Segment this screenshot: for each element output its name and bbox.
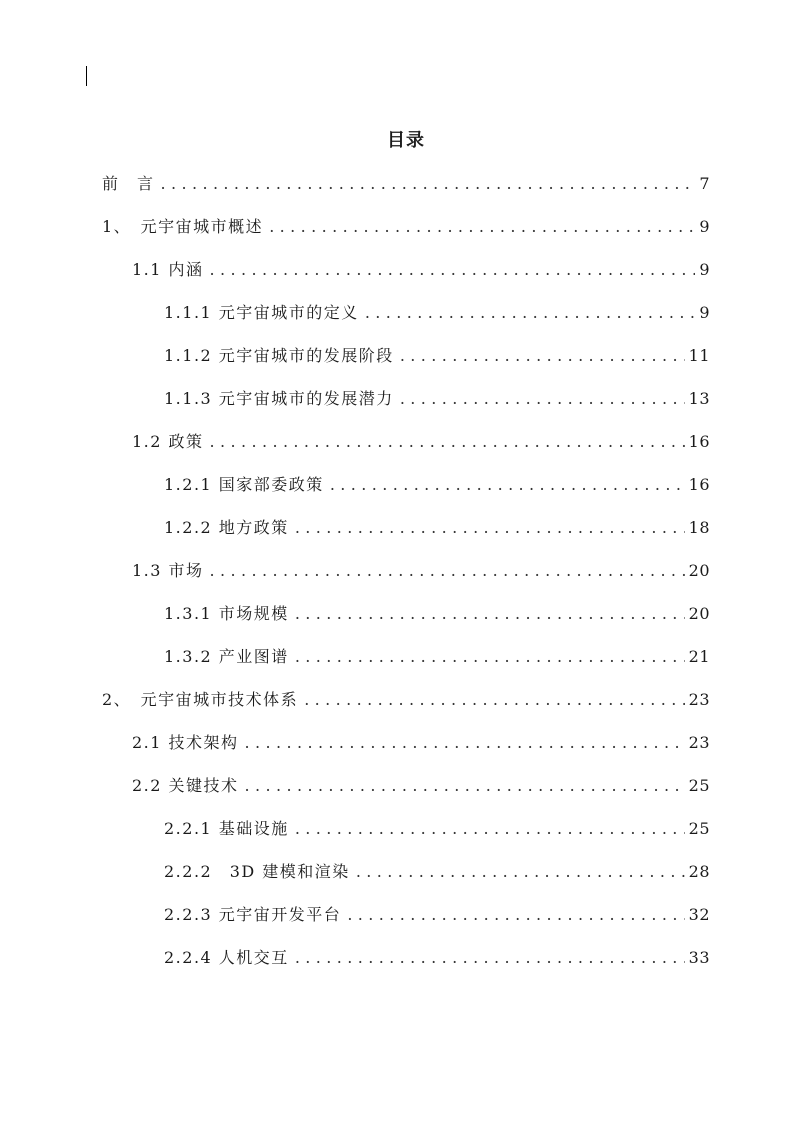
toc-entry-label: 2.2.4 人机交互 — [164, 948, 289, 967]
dot-leader — [245, 772, 685, 800]
toc-entry-label: 1.1 内涵 — [132, 260, 204, 279]
toc-entry-1-2-1[interactable] — [164, 471, 710, 499]
toc-entry-1-2[interactable] — [132, 428, 710, 456]
toc-entry-label: 1.3.2 产业图谱 — [164, 647, 289, 666]
dot-leader — [365, 299, 696, 327]
toc-page-number: 23 — [688, 733, 710, 752]
dot-leader — [400, 342, 685, 370]
toc-entry-label: 1.1.1 元宇宙城市的定义 — [164, 303, 359, 322]
toc-entry-1-1-1[interactable] — [164, 299, 710, 327]
toc-entry-label: 2.2 关键技术 — [132, 776, 239, 795]
toc-entry-1-1-2[interactable] — [164, 342, 710, 370]
toc-entry-label: 1.2.2 地方政策 — [164, 518, 289, 537]
toc-page-number: 25 — [688, 819, 710, 838]
toc-entry-2-2-4[interactable] — [164, 944, 710, 972]
dot-leader — [295, 514, 685, 542]
dot-leader — [210, 557, 685, 585]
toc-page-number: 25 — [688, 776, 710, 795]
dot-leader — [295, 600, 685, 628]
toc-page-number: 20 — [688, 604, 710, 623]
toc-entry-label: 2、 元宇宙城市技术体系 — [102, 690, 299, 709]
toc-entry-chapter-1[interactable] — [102, 213, 710, 241]
toc-entry-1-1[interactable] — [132, 256, 710, 284]
toc-entry-label: 2.2.2 3D 建模和渲染 — [164, 862, 350, 881]
dot-leader — [356, 858, 685, 886]
toc-entry-label: 1.2 政策 — [132, 432, 204, 451]
text-cursor — [86, 66, 87, 86]
toc-title: 目录 — [387, 130, 425, 151]
toc-entry-label: 2.2.3 元宇宙开发平台 — [164, 905, 342, 924]
dot-leader — [210, 428, 685, 456]
toc-page-number: 16 — [688, 432, 710, 451]
toc-entry-1-3-1[interactable] — [164, 600, 710, 628]
toc-entry-label: 1.1.2 元宇宙城市的发展阶段 — [164, 346, 394, 365]
toc-entry-preface[interactable] — [102, 170, 710, 198]
dot-leader — [161, 170, 696, 198]
toc-entry-label: 1、 元宇宙城市概述 — [102, 217, 264, 236]
toc-page-number: 13 — [688, 389, 710, 408]
toc-entry-1-1-3[interactable] — [164, 385, 710, 413]
dot-leader — [400, 385, 685, 413]
toc-page-number: 32 — [688, 905, 710, 924]
toc-entry-2-1[interactable] — [132, 729, 710, 757]
dot-leader — [210, 256, 696, 284]
toc-page-number: 11 — [688, 346, 710, 365]
toc-page-number: 21 — [688, 647, 710, 666]
toc-page-number: 16 — [688, 475, 710, 494]
dot-leader — [330, 471, 685, 499]
dot-leader — [347, 901, 684, 929]
toc-page-number: 18 — [688, 518, 710, 537]
toc-entry-label: 前 言 — [102, 174, 155, 193]
toc-entry-2-2-1[interactable] — [164, 815, 710, 843]
toc-entry-2-2-3[interactable] — [164, 901, 710, 929]
toc-page-number: 20 — [688, 561, 710, 580]
toc-page-number: 9 — [699, 217, 710, 236]
toc-entry-label: 1.1.3 元宇宙城市的发展潜力 — [164, 389, 394, 408]
toc-entry-2-2[interactable] — [132, 772, 710, 800]
toc-entry-label: 1.3.1 市场规模 — [164, 604, 289, 623]
toc-page-number: 9 — [699, 303, 710, 322]
toc-entry-1-3[interactable] — [132, 557, 710, 585]
toc-page-number: 28 — [688, 862, 710, 881]
dot-leader — [295, 944, 685, 972]
toc-entry-label: 2.2.1 基础设施 — [164, 819, 289, 838]
dot-leader — [269, 213, 695, 241]
toc-entry-2-2-2[interactable] — [164, 858, 710, 886]
toc-page-number: 9 — [699, 260, 710, 279]
dot-leader — [304, 686, 684, 714]
toc-entry-1-3-2[interactable] — [164, 643, 710, 671]
dot-leader — [245, 729, 685, 757]
toc-page-number: 7 — [699, 174, 710, 193]
toc-entry-label: 1.3 市场 — [132, 561, 204, 580]
toc-entry-1-2-2[interactable] — [164, 514, 710, 542]
dot-leader — [295, 815, 685, 843]
toc-entry-chapter-2[interactable] — [102, 686, 710, 714]
toc-page-number: 23 — [688, 690, 710, 709]
toc-entry-label: 2.1 技术架构 — [132, 733, 239, 752]
dot-leader — [295, 643, 685, 671]
toc-page-number: 33 — [688, 948, 710, 967]
toc-entry-label: 1.2.1 国家部委政策 — [164, 475, 324, 494]
